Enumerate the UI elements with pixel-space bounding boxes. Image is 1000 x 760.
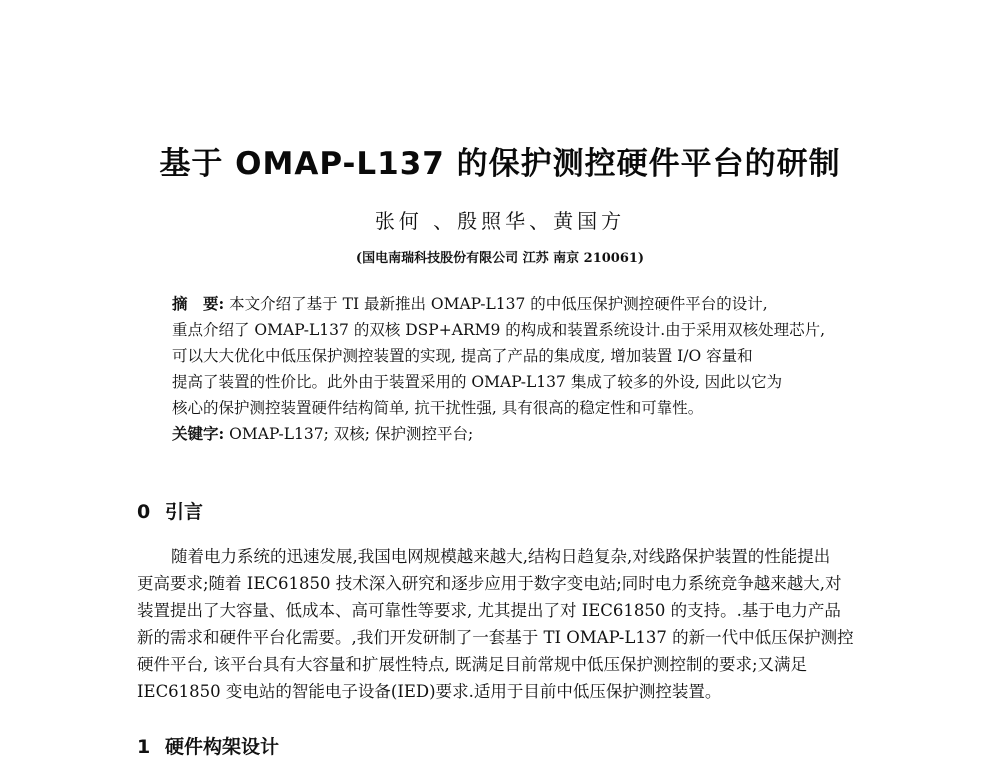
- introduction-paragraph: [137, 543, 867, 705]
- author-affiliation: (国电南瑞科技股份有限公司 江苏 南京 210061): [355, 251, 645, 266]
- section-heading-introduction: [137, 497, 203, 524]
- section-title: 硬件构架设计: [165, 736, 280, 758]
- paragraph-line: 更高要求;随着 IEC61850 技术深入研究和逐步应用于数字变电站;同时电力系统竞争越来越大,对: [137, 574, 842, 593]
- keywords-value: OMAP-L137; 双核; 保护测控平台;: [229, 425, 474, 443]
- abstract-block: [172, 291, 840, 447]
- section-heading-hardware-architecture: [137, 732, 279, 759]
- abstract-line: 重点介绍了 OMAP-L137 的双核 DSP+ARM9 的构成和装置系统设计.由于采用双核处理芯片,: [172, 321, 826, 339]
- paragraph-line: IEC61850 变电站的智能电子设备(IED)要求.适用于目前中低压保护测控装置。: [137, 682, 722, 701]
- section-number: 1: [137, 736, 151, 758]
- paragraph-line: 装置提出了大容量、低成本、高可靠性等要求, 尤其提出了对 IEC61850 的支持。.基于电力产品: [137, 601, 841, 620]
- abstract-line: 核心的保护测控装置硬件结构简单, 抗干扰性强, 具有很高的稳定性和可靠性。: [172, 399, 704, 417]
- abstract-text: 本文介绍了基于 TI 最新推出 OMAP-L137 的中低压保护测控硬件平台的设计,: [229, 295, 768, 313]
- paragraph-line: 随着电力系统的迅速发展,我国电网规模越来越大,结构日趋复杂,对线路保护装置的性能提出: [171, 547, 831, 566]
- keywords-line: [172, 421, 840, 447]
- abstract-line: [172, 291, 840, 317]
- abstract-line: 提高了装置的性价比。此外由于装置采用的 OMAP-L137 集成了较多的外设, 因此以它为: [172, 373, 783, 391]
- section-number: 0: [137, 501, 151, 523]
- keywords-label: 关键字:: [172, 424, 225, 443]
- abstract-label: 摘 要:: [172, 294, 225, 313]
- abstract-line: 可以大大优化中低压保护测控装置的实现, 提高了产品的集成度, 增加装置 I/O 容量和: [172, 347, 753, 365]
- section-title: 引言: [165, 501, 204, 523]
- paragraph-line: 新的需求和硬件平台化需要。,我们开发研制了一套基于 TI OMAP-L137 的新一代中低压保护测控: [137, 628, 854, 647]
- paragraph-line: 硬件平台, 该平台具有大容量和扩展性特点, 既满足目前常规中低压保护测控制的要求;又满足: [137, 655, 808, 674]
- author-list: 张何 、殷照华、黄国方: [374, 209, 626, 233]
- paper-title: 基于 OMAP-L137 的保护测控硬件平台的研制: [159, 146, 841, 182]
